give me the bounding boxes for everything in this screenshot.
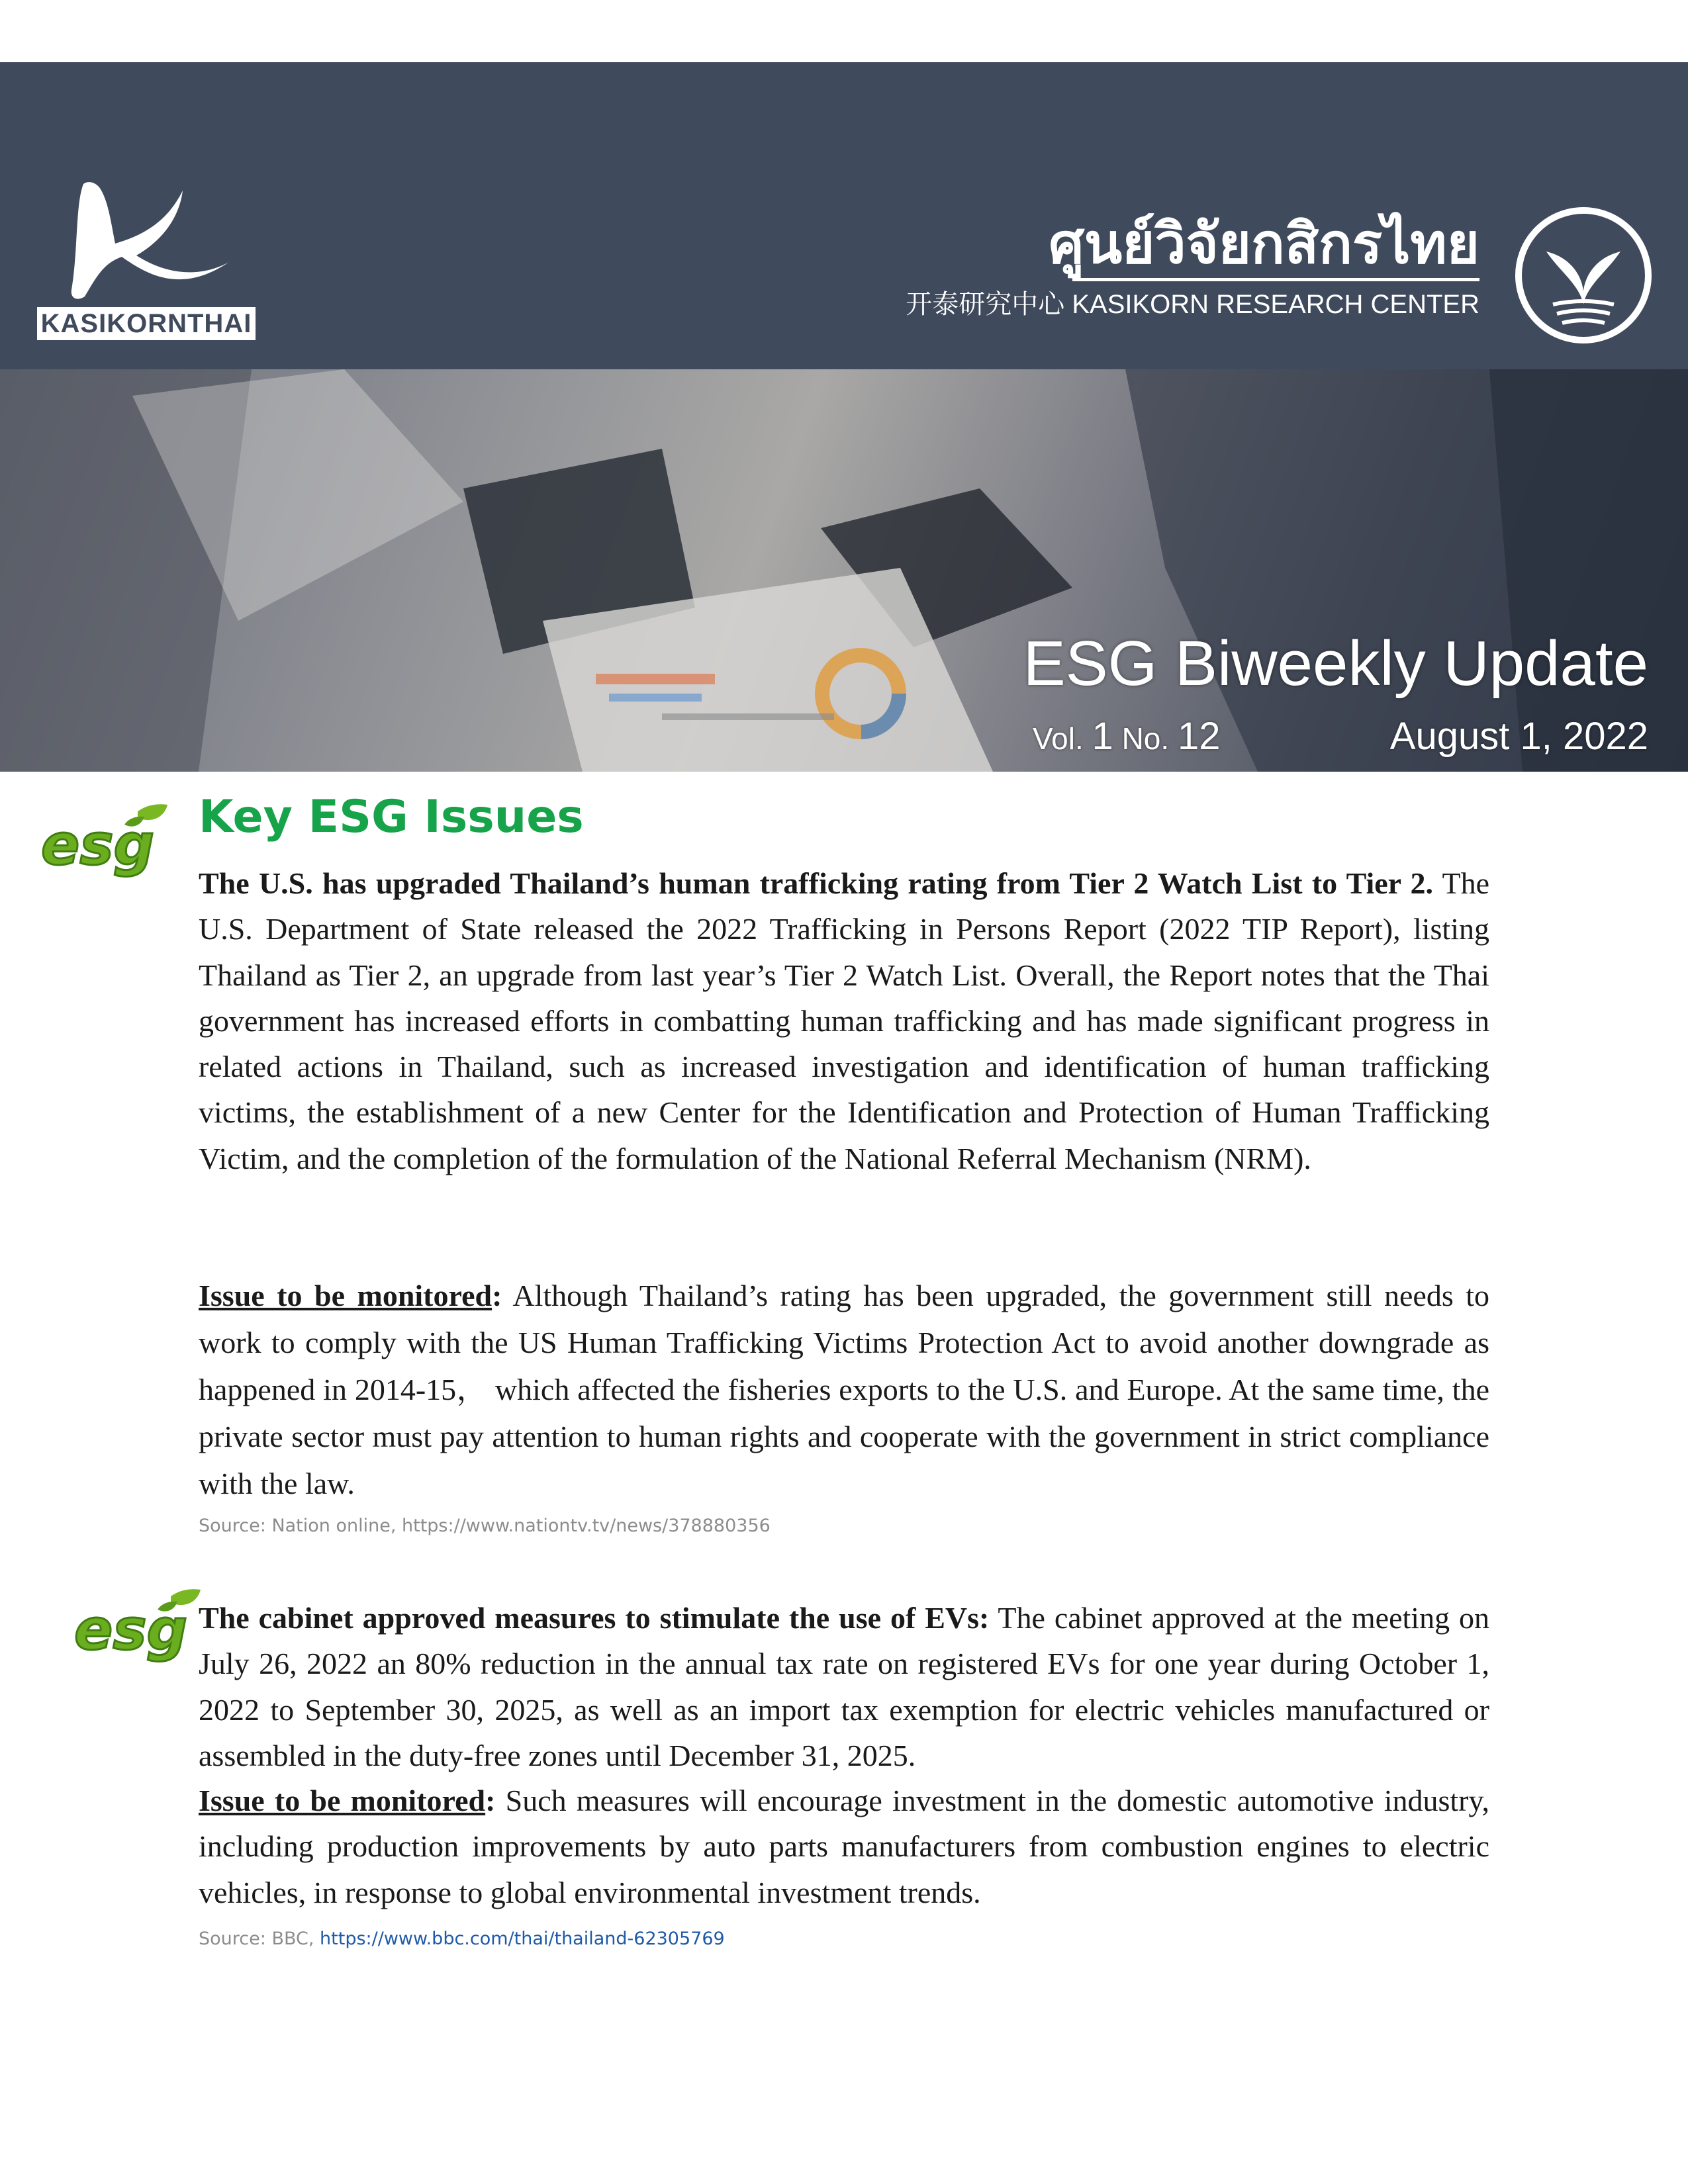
kasikornthai-badge: KASIKORNTHAI bbox=[37, 307, 256, 340]
monitor-label: Issue to be monitored bbox=[199, 1784, 486, 1817]
article-1-monitor-paragraph: Issue to be monitored: Although Thailand’s rating has been upgraded, the government still needs to work to comply with the US Human Trafficking Victims Protection Act to avoid another downgrade as happened in 2014-15， which affected the fisheries exports to the U.S. and Europe. At the same time, the private sector must pay attention to human rights and cooperate with the government in strict compliance with the law. bbox=[199, 1279, 1489, 1500]
svg-text:esg: esg bbox=[41, 812, 155, 878]
hero-banner bbox=[0, 369, 1688, 772]
krc-thai-title: ศูนย์วิจัยกสิกรไทย bbox=[1049, 211, 1479, 276]
article-1-monitor-text: Although Thailand’s rating has been upgraded, the government still needs to work to comply with the US Human Trafficking Victims Protection Act to avoid another downgrade as happened in 2014-15， which affected the fisheries exports to the U.S. and Europe. At the same time, the private sector must pay attention to human rights and cooperate with the government in strict compliance with the law. bbox=[199, 1279, 1489, 1500]
esg-leaf-logo-icon bbox=[38, 798, 171, 878]
article-1-paragraph bbox=[199, 860, 1489, 1181]
source-link[interactable]: https://www.bbc.com/thai/thailand-62305769 bbox=[320, 1929, 725, 1949]
krc-divider bbox=[1072, 278, 1479, 281]
issue-date: August 1, 2022 bbox=[1389, 715, 1648, 758]
banner-title: ESG Biweekly Update bbox=[1023, 628, 1648, 699]
article-2-paragraph bbox=[199, 1595, 1489, 1778]
svg-text:esg: esg bbox=[74, 1597, 188, 1662]
article-1-headline: The U.S. has upgraded Thailand’s human trafficking rating from Tier 2 Watch List to Tier 2. bbox=[199, 866, 1434, 900]
article-2-monitor-paragraph: Issue to be monitored: Such measures will encourage investment in the domestic automotive industry, including production improvements by auto parts manufacturers from combustion engines to electric vehicles, in response to global environmental investment trends. bbox=[199, 1784, 1490, 1909]
article-2-monitor-text: Such measures will encourage investment in the domestic automotive industry, including production improvements by auto parts manufacturers from combustion engines to electric vehicles, in response to global environmental investment trends. bbox=[199, 1784, 1490, 1909]
krc-emblem-icon bbox=[1513, 205, 1654, 345]
monitor-label: Issue to be monitored bbox=[199, 1279, 492, 1312]
meeting-photo bbox=[0, 369, 1688, 772]
volume-number: Vol. 1 No. 12 bbox=[1033, 715, 1221, 758]
k-logo-icon bbox=[37, 177, 256, 310]
article-1-body: The U.S. Department of State released the 2022 Trafficking in Persons Report (2022 TIP Report), listing Thailand as Tier 2, an upgrade from last year’s Tier 2 Watch List. Overall, the Report notes that the Thai government has increased efforts in combatting human trafficking and has made significant progress in related actions in Thailand, such as increased investigation and identification of human trafficking victims, the establishment of a new Center for the Identification and Protection of Human Trafficking Victim, and the completion of the formulation of the National Referral Mechanism (NRM). bbox=[199, 866, 1489, 1175]
article-2-headline: The cabinet approved measures to stimulate the use of EVs: bbox=[199, 1601, 990, 1635]
krc-subtitle: 开泰研究中心 KASIKORN RESEARCH CENTER bbox=[906, 290, 1479, 319]
esg-leaf-logo-icon bbox=[71, 1583, 204, 1662]
kasikornthai-logo bbox=[37, 177, 256, 343]
article-2-source: Source: BBC, https://www.bbc.com/thai/thailand-62305769 bbox=[199, 1929, 725, 1949]
article-1-source: Source: Nation online, https://www.nationtv.tv/news/378880356 bbox=[199, 1516, 771, 1536]
article-2-body: The cabinet approved at the meeting on July 26, 2022 an 80% reduction in the annual tax rate on registered EVs for one year during October 1, 2022 to September 30, 2025, as well as an import tax exemption for electric vehicles manufactured or assembled in the duty-free zones until December 31, 2025. bbox=[199, 1601, 1489, 1772]
section-title: Key ESG Issues bbox=[199, 791, 584, 843]
